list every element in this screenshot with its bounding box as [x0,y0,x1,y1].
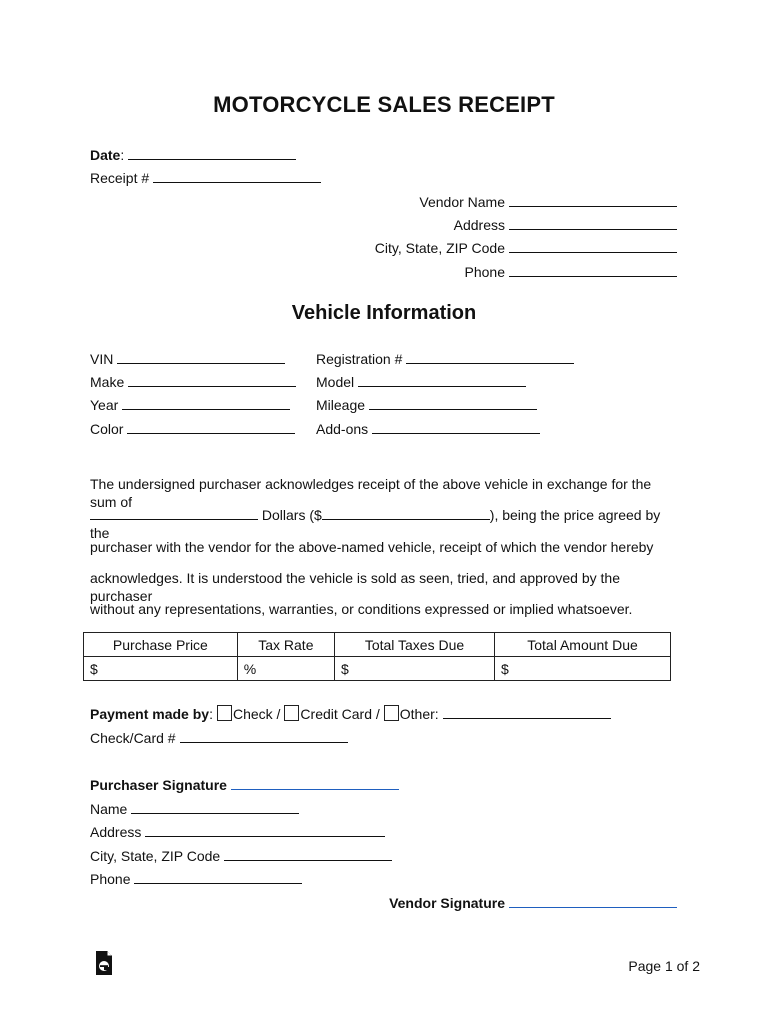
vendor-name-label: Vendor Name [419,194,505,210]
purchaser-city-row [90,847,392,865]
make-label: Make [90,374,125,390]
vendor-address-field[interactable] [509,216,677,230]
ack-line-2 [90,506,680,542]
eforms-logo-icon [94,950,114,976]
purchase-price-cell[interactable]: $ [84,657,238,681]
price-agreed-text: ), being the price agreed by the [90,507,661,541]
addons-label: Add-ons [316,421,369,437]
vendor-phone-row [465,263,677,281]
purchaser-city-label: City, State, ZIP Code [90,848,221,864]
price-table-header: Tax Rate [237,633,334,657]
vendor-city-label: City, State, ZIP Code [374,240,505,256]
model-field[interactable] [358,373,526,387]
payment-row: Payment made by: Check / Credit Card / Other: [90,705,611,723]
vin-label: VIN [90,351,114,367]
receipt-field[interactable] [153,169,321,183]
make-field[interactable] [128,373,296,387]
date-field[interactable] [128,146,296,160]
vehicle-section-title: Vehicle Information [291,302,477,324]
receipt-row [90,169,321,187]
check-label: Check / [232,706,281,722]
price-table [83,632,671,681]
purchaser-address-row [90,823,385,841]
checkcard-row [90,729,348,747]
price-table-header: Total Amount Due [495,633,671,657]
vin-field[interactable] [117,350,285,364]
color-row [90,420,295,438]
check-checkbox[interactable] [217,705,232,721]
sum-amount-field[interactable] [322,506,490,520]
color-label: Color [90,421,124,437]
tax-rate-cell[interactable]: % [237,657,334,681]
registration-label: Registration # [316,351,403,367]
vendor-address-label: Address [453,217,505,233]
other-checkbox[interactable] [384,705,399,721]
color-field[interactable] [127,420,295,434]
registration-row [316,350,574,368]
receipt-label: Receipt # [90,170,150,186]
vendor-signature-row [389,894,677,912]
vendor-signature-label: Vendor Signature [389,895,505,911]
vendor-phone-label: Phone [464,264,505,280]
vendor-phone-field[interactable] [509,263,677,277]
checkcard-label: Check/Card # [90,730,176,746]
ack-line-4: acknowledges. It is understood the vehicle is sold as seen, tried, and approved by the purchaser [90,570,620,604]
vendor-signature-field[interactable] [509,894,677,908]
document-title: MOTORCYCLE SALES RECEIPT [213,92,555,117]
ack-line-3: purchaser with the vendor for the above-named vehicle, receipt of which the vendor hereby [90,539,654,555]
date-row: Date: [90,146,296,164]
total-taxes-cell[interactable]: $ [334,657,494,681]
mileage-label: Mileage [316,397,366,413]
purchaser-phone-field[interactable] [134,870,302,884]
credit-card-checkbox[interactable] [284,705,299,721]
purchaser-name-field[interactable] [131,800,299,814]
purchaser-city-field[interactable] [224,847,392,861]
purchaser-address-label: Address [90,824,142,840]
vendor-name-field[interactable] [509,193,677,207]
year-row [90,396,290,414]
other-field[interactable] [443,705,611,719]
model-label: Model [316,374,355,390]
vendor-address-row [454,216,677,234]
date-label: Date [90,147,121,163]
purchaser-address-field[interactable] [145,823,385,837]
model-row [316,373,526,391]
page-number: Page 1 of 2 [628,958,700,974]
year-label: Year [90,397,119,413]
payment-label: Payment made by [90,706,210,722]
vendor-name-row [419,193,677,211]
credit-card-label: Credit Card / [300,706,380,722]
vendor-city-row [375,239,677,257]
price-table-header: Purchase Price [84,633,238,657]
year-field[interactable] [122,396,290,410]
dollars-text: Dollars ($ [261,507,322,523]
purchaser-phone-row [90,870,302,888]
purchaser-name-row [90,800,299,818]
total-amount-cell[interactable]: $ [495,657,671,681]
checkcard-field[interactable] [180,729,348,743]
registration-field[interactable] [406,350,574,364]
other-label: Other: [399,706,439,722]
price-table-header-row [84,633,671,657]
vin-row [90,350,285,368]
purchaser-signature-row [90,776,399,794]
make-row [90,373,296,391]
mileage-field[interactable] [369,396,537,410]
sum-words-field[interactable] [90,506,258,520]
price-table-header: Total Taxes Due [334,633,494,657]
vendor-city-field[interactable] [509,239,677,253]
ack-line-1: The undersigned purchaser acknowledges receipt of the above vehicle in exchange for the sum of [90,476,652,510]
purchaser-phone-label: Phone [90,871,131,887]
purchaser-name-label: Name [90,801,128,817]
price-table-value-row [84,657,671,681]
purchaser-signature-field[interactable] [231,776,399,790]
purchaser-signature-label: Purchaser Signature [90,777,227,793]
mileage-row [316,396,537,414]
ack-line-5: without any representations, warranties, or conditions expressed or implied whatsoever. [90,601,633,617]
addons-row [316,420,540,438]
addons-field[interactable] [372,420,540,434]
